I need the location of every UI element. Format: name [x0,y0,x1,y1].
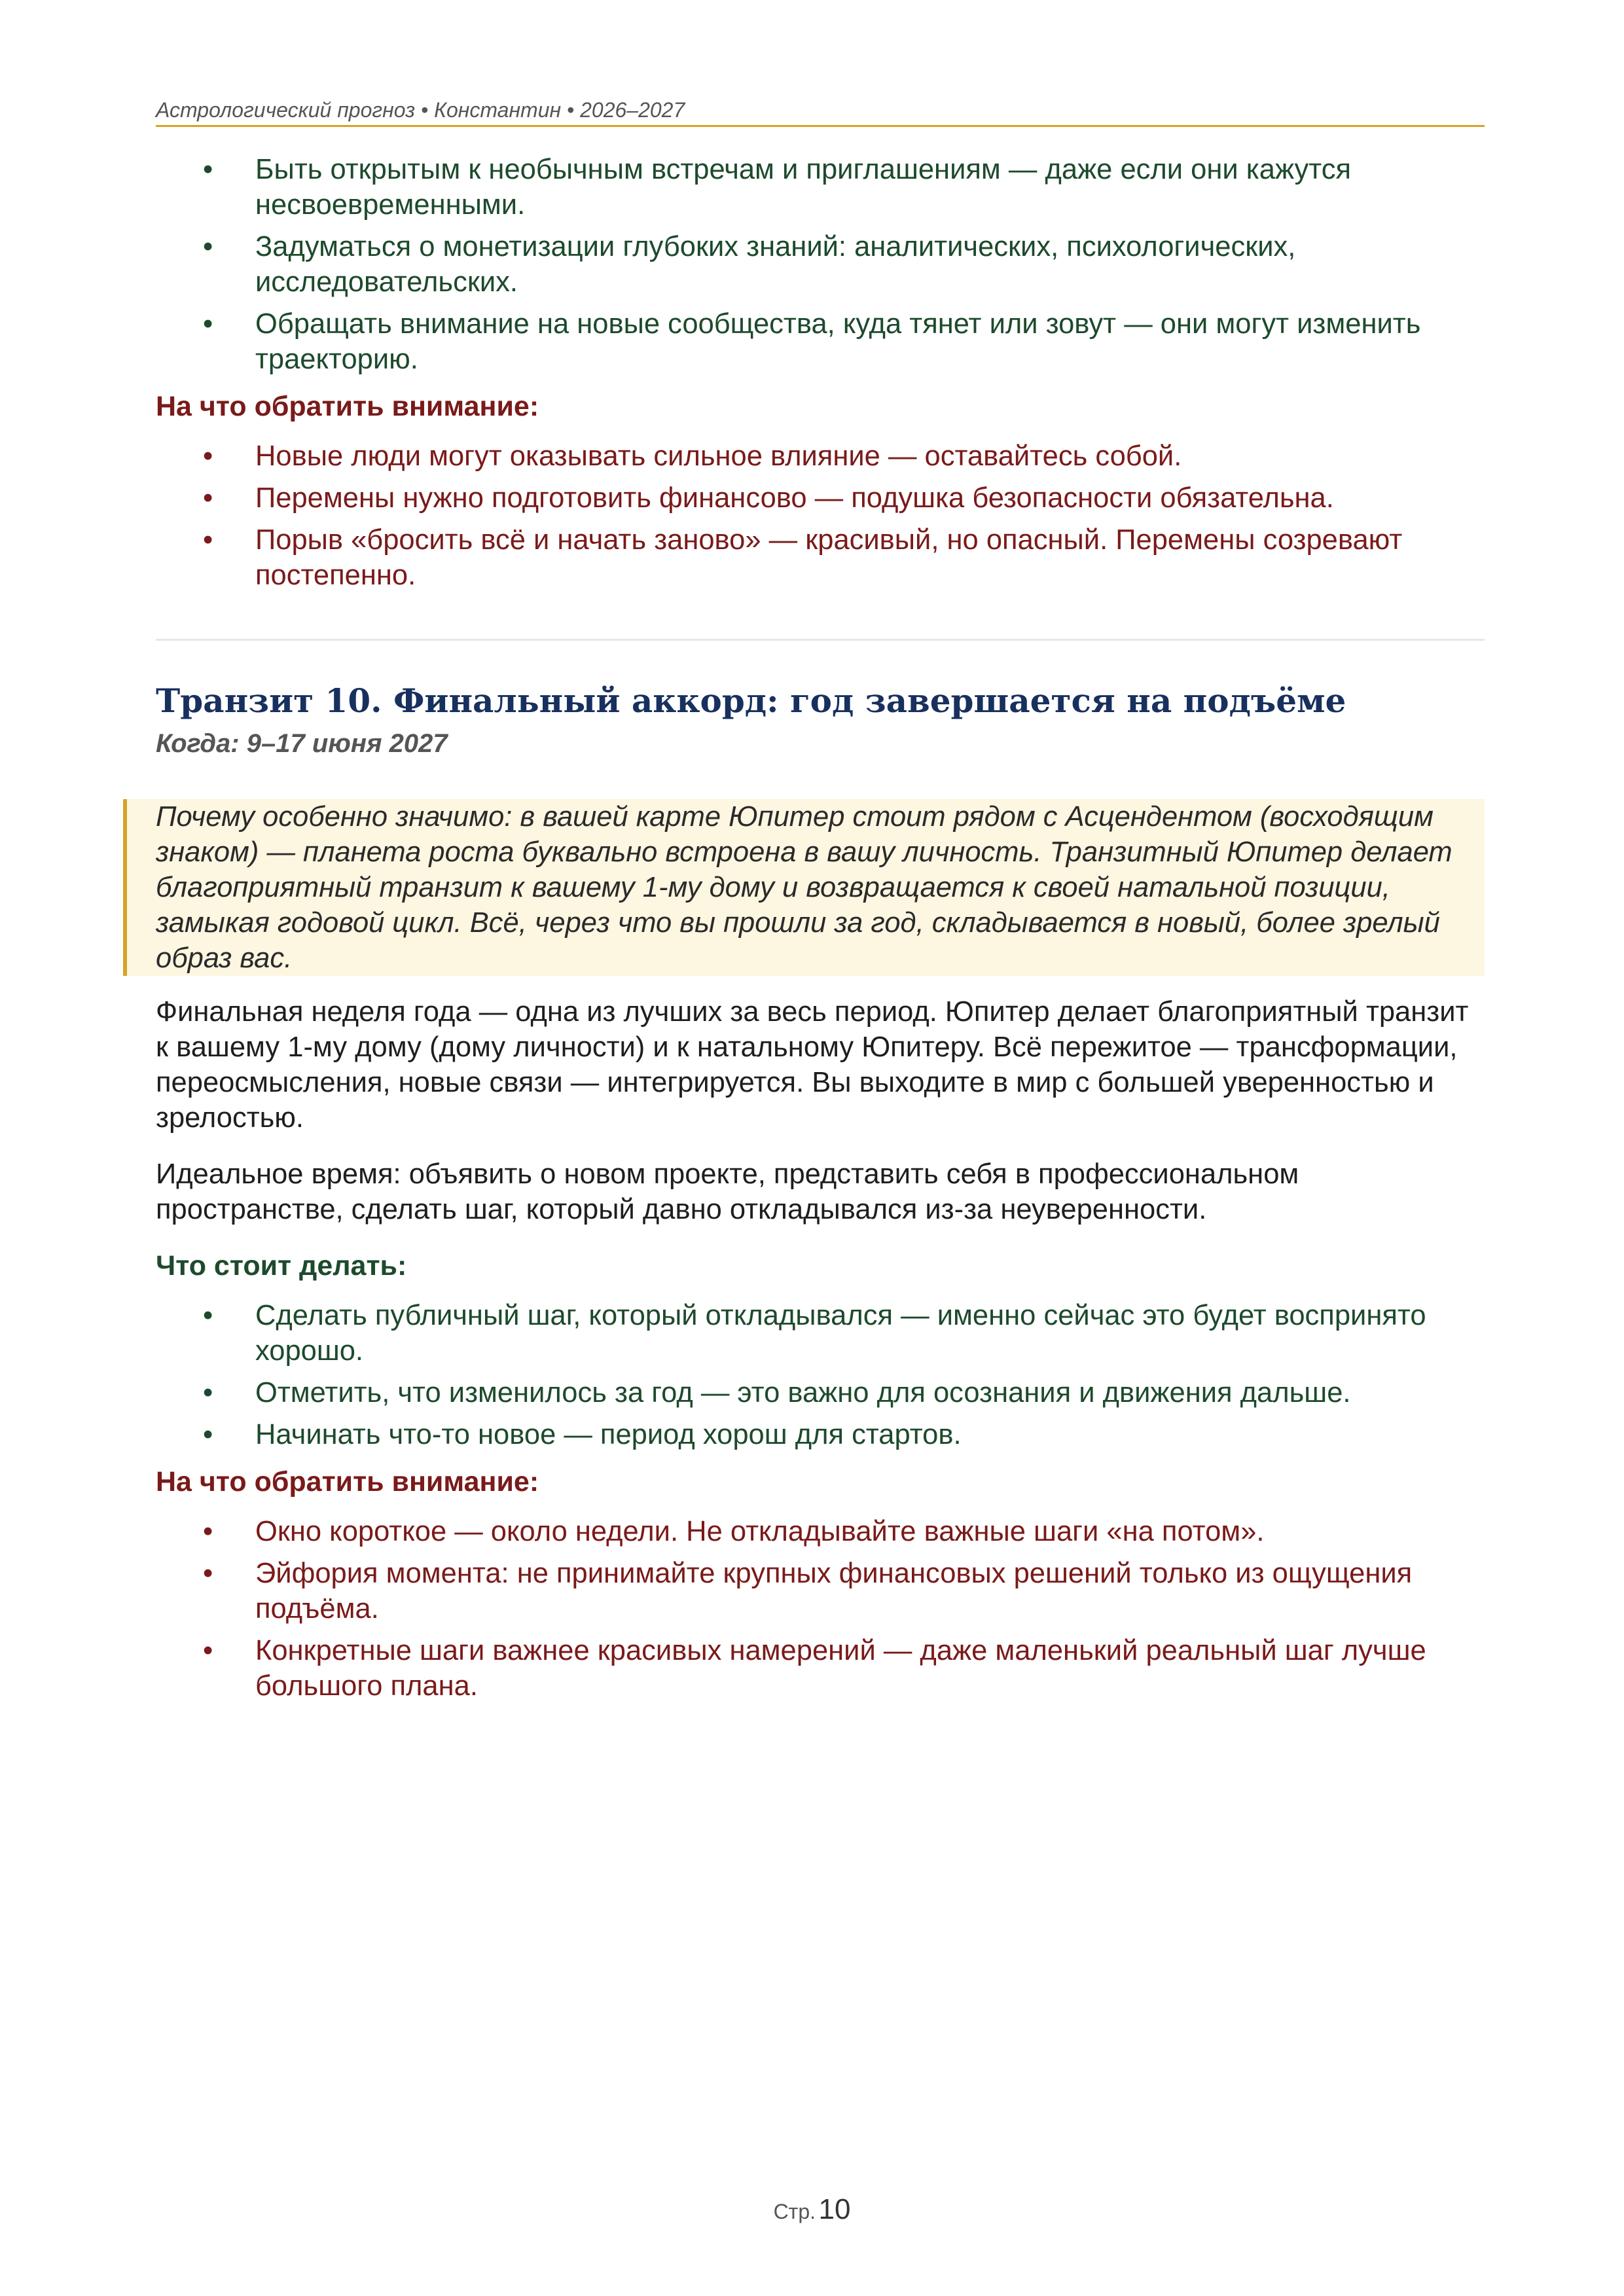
transit-dates: Когда: 9–17 июня 2027 [156,729,448,758]
page-footer [0,2191,1624,2234]
todo-label: Что стоит делать: [156,1250,407,1282]
body-paragraph: Финальная неделя года — одна из лучших за весь период. Юпитер делает благоприятный транзит к вашему 1-му дому (дому личности) и к натальному Юпитеру. Всё пережитое — трансформации, переосмысления, новые связи — интегрируется. Вы выходите в мир с большей уверенностью и зрелостью. [156,996,1469,1134]
attention-label: На что обратить внимание: [156,1466,539,1498]
page-number: 10 [818,2193,851,2225]
previous-todo-list [156,152,1485,377]
bullet-icon: • [203,231,213,262]
bullet-icon: • [203,1300,213,1331]
list-item: • Быть открытым к необычным встречам и приглашениям — даже если они кажутся несвоевременными. [156,152,1485,223]
list-item: • Отметить, что изменилось за год — это важно для осознания и движения дальше. [156,1375,1485,1410]
bullet-icon: • [203,1516,213,1547]
bullet-icon: • [203,1635,213,1666]
list-item: • Начинать что-то новое — период хорош для стартов. [156,1417,1485,1452]
body-paragraph: Идеальное время: объявить о новом проекте, представить себя в профессиональном пространстве, сделать шаг, который давно откладывался из-за неуверенности. [156,1158,1299,1225]
bullet-icon: • [203,482,213,514]
list-item: • Конкретные шаги важнее красивых намерений — даже маленький реальный шаг лучше большого плана. [156,1633,1485,1704]
bullet-icon: • [203,440,213,472]
list-item: • Эйфория момента: не принимайте крупных финансовых решений только из ощущения подъёма. [156,1556,1485,1626]
previous-attention-list [156,439,1485,593]
bullet-icon: • [203,1419,213,1450]
list-item: • Порыв «бросить всё и начать заново» — красивый, но опасный. Перемены созревают постепенно. [156,522,1485,593]
attention-list [156,1514,1485,1704]
bullet-icon: • [203,1558,213,1589]
section-divider [156,639,1485,641]
previous-attention-label: На что обратить внимание: [156,391,539,422]
list-item: • Новые люди могут оказывать сильное влияние — оставайтесь собой. [156,439,1485,474]
bullet-icon: • [203,524,213,556]
todo-list [156,1298,1485,1452]
page-number-prefix: Стр. [773,2200,816,2223]
page-content [156,152,1485,1710]
header-rule [156,125,1485,127]
bullet-icon: • [203,1377,213,1408]
bullet-icon: • [203,308,213,340]
significance-callout: Почему особенно значимо: в вашей карте Юпитер стоит рядом с Асцендентом (восходящим знаком) — планета роста буквально встроена в вашу личность. Транзитный Юпитер делает благоприятный транзит к вашему 1-му дому и возвращается к своей натальной позиции, замыкая годовой цикл. Всё, через что вы прошли за год, складывается в новый, более зрелый образ вас. [123,799,1485,976]
list-item: • Обращать внимание на новые сообщества, куда тянет или зовут — они могут изменить траекторию. [156,306,1485,377]
list-item: • Перемены нужно подготовить финансово — подушка безопасности обязательна. [156,480,1485,516]
list-item: • Окно короткое — около недели. Не откладывайте важные шаги «на потом». [156,1514,1485,1549]
list-item: • Сделать публичный шаг, который откладывался — именно сейчас это будет воспринято хорошо. [156,1298,1485,1369]
transit-title: Транзит 10. Финальный аккорд: год завершается на подъёме [156,681,1346,720]
bullet-icon: • [203,154,213,185]
running-header: Астрологический прогноз • Константин • 2026–2027 [156,98,685,122]
list-item: • Задуматься о монетизации глубоких знаний: аналитических, психологических, исследовательских. [156,229,1485,300]
